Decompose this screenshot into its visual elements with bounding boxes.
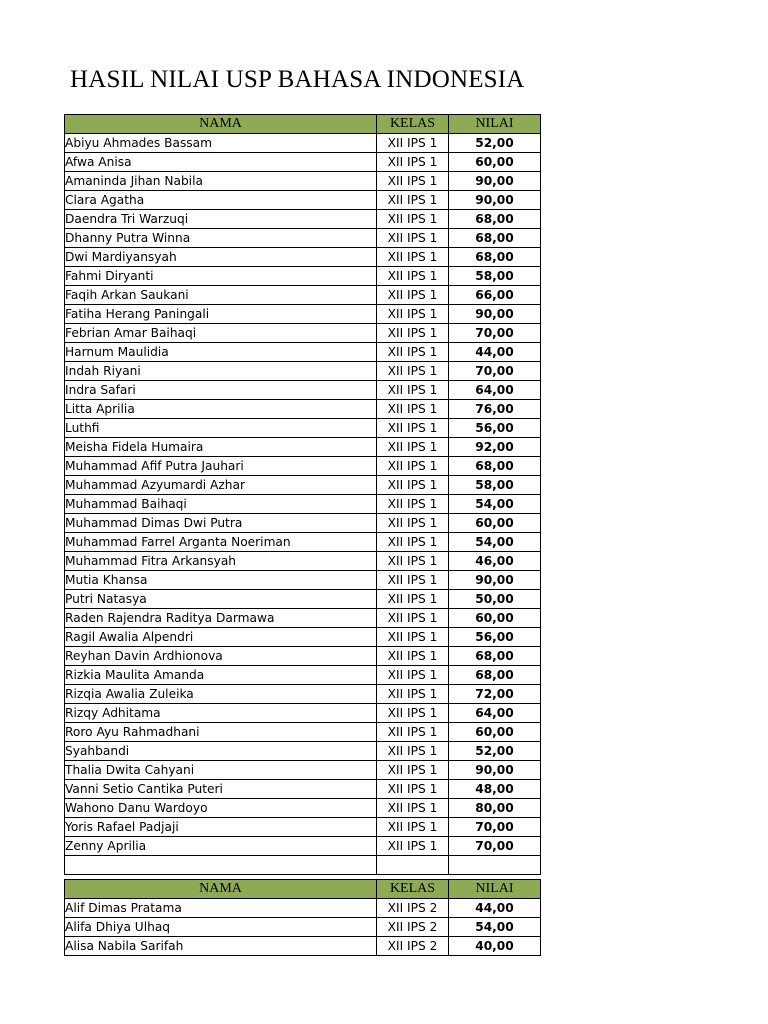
student-name-cell: Febrian Amar Baihaqi [65,324,377,343]
table-row [65,286,541,305]
score-cell: 56,00 [449,628,541,647]
student-name-cell: Muhammad Azyumardi Azhar [65,476,377,495]
class-cell: XII IPS 1 [377,495,449,514]
header-nilai: NILAI [449,880,541,899]
class-cell: XII IPS 1 [377,343,449,362]
score-cell: 68,00 [449,457,541,476]
class-cell: XII IPS 1 [377,438,449,457]
score-cell: 66,00 [449,286,541,305]
table-row [65,476,541,495]
header-nama: NAMA [65,115,377,134]
class-cell: XII IPS 1 [377,286,449,305]
class-cell: XII IPS 1 [377,818,449,837]
score-cell: 90,00 [449,305,541,324]
score-cell: 80,00 [449,799,541,818]
score-cell: 46,00 [449,552,541,571]
class-cell: XII IPS 1 [377,685,449,704]
student-name-cell: Alisa Nabila Sarifah [65,937,377,956]
table-row [65,918,541,937]
student-name-cell: Muhammad Dimas Dwi Putra [65,514,377,533]
table-row [65,685,541,704]
class-cell: XII IPS 1 [377,153,449,172]
empty-cell [65,856,377,875]
table-row [65,514,541,533]
class-cell: XII IPS 1 [377,191,449,210]
class-cell: XII IPS 1 [377,723,449,742]
class-cell: XII IPS 1 [377,305,449,324]
table-row [65,647,541,666]
score-cell: 44,00 [449,343,541,362]
class-cell: XII IPS 1 [377,457,449,476]
student-name-cell: Thalia Dwita Cahyani [65,761,377,780]
class-cell: XII IPS 1 [377,362,449,381]
student-name-cell: Harnum Maulidia [65,343,377,362]
student-name-cell: Putri Natasya [65,590,377,609]
score-cell: 54,00 [449,918,541,937]
table-row [65,457,541,476]
student-name-cell: Faqih Arkan Saukani [65,286,377,305]
student-name-cell: Alif Dimas Pratama [65,899,377,918]
class-cell: XII IPS 1 [377,571,449,590]
class-cell: XII IPS 1 [377,134,449,153]
student-name-cell: Reyhan Davin Ardhionova [65,647,377,666]
student-name-cell: Clara Agatha [65,191,377,210]
empty-cell [377,856,449,875]
table-row [65,153,541,172]
grade-table-ips2 [64,879,541,956]
table-row [65,381,541,400]
student-name-cell: Dhanny Putra Winna [65,229,377,248]
table-row [65,780,541,799]
table-row [65,533,541,552]
score-cell: 68,00 [449,229,541,248]
score-cell: 52,00 [449,134,541,153]
student-name-cell: Fahmi Diryanti [65,267,377,286]
score-cell: 60,00 [449,514,541,533]
student-name-cell: Rizkia Maulita Amanda [65,666,377,685]
class-cell: XII IPS 1 [377,229,449,248]
header-kelas: KELAS [377,115,449,134]
score-cell: 56,00 [449,419,541,438]
header-kelas: KELAS [377,880,449,899]
score-cell: 44,00 [449,899,541,918]
class-cell: XII IPS 1 [377,552,449,571]
score-cell: 60,00 [449,153,541,172]
table-row [65,666,541,685]
score-cell: 70,00 [449,837,541,856]
student-name-cell: Yoris Rafael Padjaji [65,818,377,837]
class-cell: XII IPS 1 [377,400,449,419]
student-name-cell: Muhammad Fitra Arkansyah [65,552,377,571]
student-name-cell: Zenny Aprilia [65,837,377,856]
table-row [65,704,541,723]
table-row [65,799,541,818]
table-row [65,438,541,457]
student-name-cell: Indah Riyani [65,362,377,381]
table-row [65,305,541,324]
score-cell: 60,00 [449,609,541,628]
class-cell: XII IPS 1 [377,742,449,761]
score-cell: 68,00 [449,647,541,666]
table-row [65,723,541,742]
score-cell: 70,00 [449,324,541,343]
score-cell: 90,00 [449,761,541,780]
class-cell: XII IPS 1 [377,666,449,685]
score-cell: 64,00 [449,704,541,723]
student-name-cell: Muhammad Farrel Arganta Noeriman [65,533,377,552]
score-cell: 58,00 [449,476,541,495]
table-row [65,571,541,590]
score-cell: 52,00 [449,742,541,761]
student-name-cell: Fatiha Herang Paningali [65,305,377,324]
score-cell: 90,00 [449,191,541,210]
class-cell: XII IPS 2 [377,899,449,918]
table-row [65,210,541,229]
class-cell: XII IPS 1 [377,267,449,286]
score-cell: 72,00 [449,685,541,704]
student-name-cell: Rizqy Adhitama [65,704,377,723]
student-name-cell: Abiyu Ahmades Bassam [65,134,377,153]
score-cell: 48,00 [449,780,541,799]
table-row [65,229,541,248]
empty-row [65,856,541,875]
class-cell: XII IPS 1 [377,799,449,818]
table-row [65,552,541,571]
score-cell: 64,00 [449,381,541,400]
class-cell: XII IPS 2 [377,937,449,956]
student-name-cell: Rizqia Awalia Zuleika [65,685,377,704]
student-name-cell: Raden Rajendra Raditya Darmawa [65,609,377,628]
score-cell: 68,00 [449,248,541,267]
table-header-row [65,115,541,134]
class-cell: XII IPS 1 [377,419,449,438]
table-row [65,324,541,343]
student-name-cell: Dwi Mardiyansyah [65,248,377,267]
student-name-cell: Vanni Setio Cantika Puteri [65,780,377,799]
class-cell: XII IPS 1 [377,533,449,552]
student-name-cell: Muhammad Baihaqi [65,495,377,514]
header-nilai: NILAI [449,115,541,134]
table-row [65,419,541,438]
header-nama: NAMA [65,880,377,899]
score-cell: 68,00 [449,666,541,685]
score-cell: 50,00 [449,590,541,609]
class-cell: XII IPS 1 [377,609,449,628]
class-cell: XII IPS 1 [377,476,449,495]
table-row [65,590,541,609]
score-cell: 90,00 [449,172,541,191]
class-cell: XII IPS 1 [377,381,449,400]
score-cell: 58,00 [449,267,541,286]
student-name-cell: Roro Ayu Rahmadhani [65,723,377,742]
score-cell: 92,00 [449,438,541,457]
student-name-cell: Meisha Fidela Humaira [65,438,377,457]
score-cell: 60,00 [449,723,541,742]
score-cell: 54,00 [449,495,541,514]
class-cell: XII IPS 1 [377,324,449,343]
table-row [65,899,541,918]
class-cell: XII IPS 1 [377,210,449,229]
student-name-cell: Indra Safari [65,381,377,400]
table-row [65,400,541,419]
empty-cell [449,856,541,875]
table-row [65,818,541,837]
table-row [65,761,541,780]
table-row [65,495,541,514]
page-title: HASIL NILAI USP BAHASA INDONESIA [70,66,525,93]
table-header-row [65,880,541,899]
table-row [65,134,541,153]
table-row [65,609,541,628]
student-name-cell: Alifa Dhiya Ulhaq [65,918,377,937]
student-name-cell: Daendra Tri Warzuqi [65,210,377,229]
student-name-cell: Amaninda Jihan Nabila [65,172,377,191]
class-cell: XII IPS 1 [377,704,449,723]
class-cell: XII IPS 1 [377,837,449,856]
student-name-cell: Mutia Khansa [65,571,377,590]
score-cell: 70,00 [449,362,541,381]
student-name-cell: Ragil Awalia Alpendri [65,628,377,647]
class-cell: XII IPS 1 [377,647,449,666]
score-cell: 76,00 [449,400,541,419]
class-cell: XII IPS 1 [377,514,449,533]
student-name-cell: Syahbandi [65,742,377,761]
table-row [65,343,541,362]
class-cell: XII IPS 1 [377,172,449,191]
table-row [65,742,541,761]
class-cell: XII IPS 1 [377,248,449,267]
student-name-cell: Luthfi [65,419,377,438]
score-cell: 40,00 [449,937,541,956]
class-cell: XII IPS 2 [377,918,449,937]
student-name-cell: Wahono Danu Wardoyo [65,799,377,818]
class-cell: XII IPS 1 [377,780,449,799]
table-row [65,937,541,956]
grade-table-ips1 [64,114,541,875]
class-cell: XII IPS 1 [377,590,449,609]
class-cell: XII IPS 1 [377,761,449,780]
score-cell: 68,00 [449,210,541,229]
table-row [65,267,541,286]
student-name-cell: Litta Aprilia [65,400,377,419]
score-cell: 70,00 [449,818,541,837]
table-row [65,172,541,191]
class-cell: XII IPS 1 [377,628,449,647]
table-row [65,362,541,381]
table-row [65,248,541,267]
table-row [65,837,541,856]
score-cell: 90,00 [449,571,541,590]
student-name-cell: Afwa Anisa [65,153,377,172]
student-name-cell: Muhammad Afif Putra Jauhari [65,457,377,476]
score-cell: 54,00 [449,533,541,552]
table-row [65,191,541,210]
table-row [65,628,541,647]
